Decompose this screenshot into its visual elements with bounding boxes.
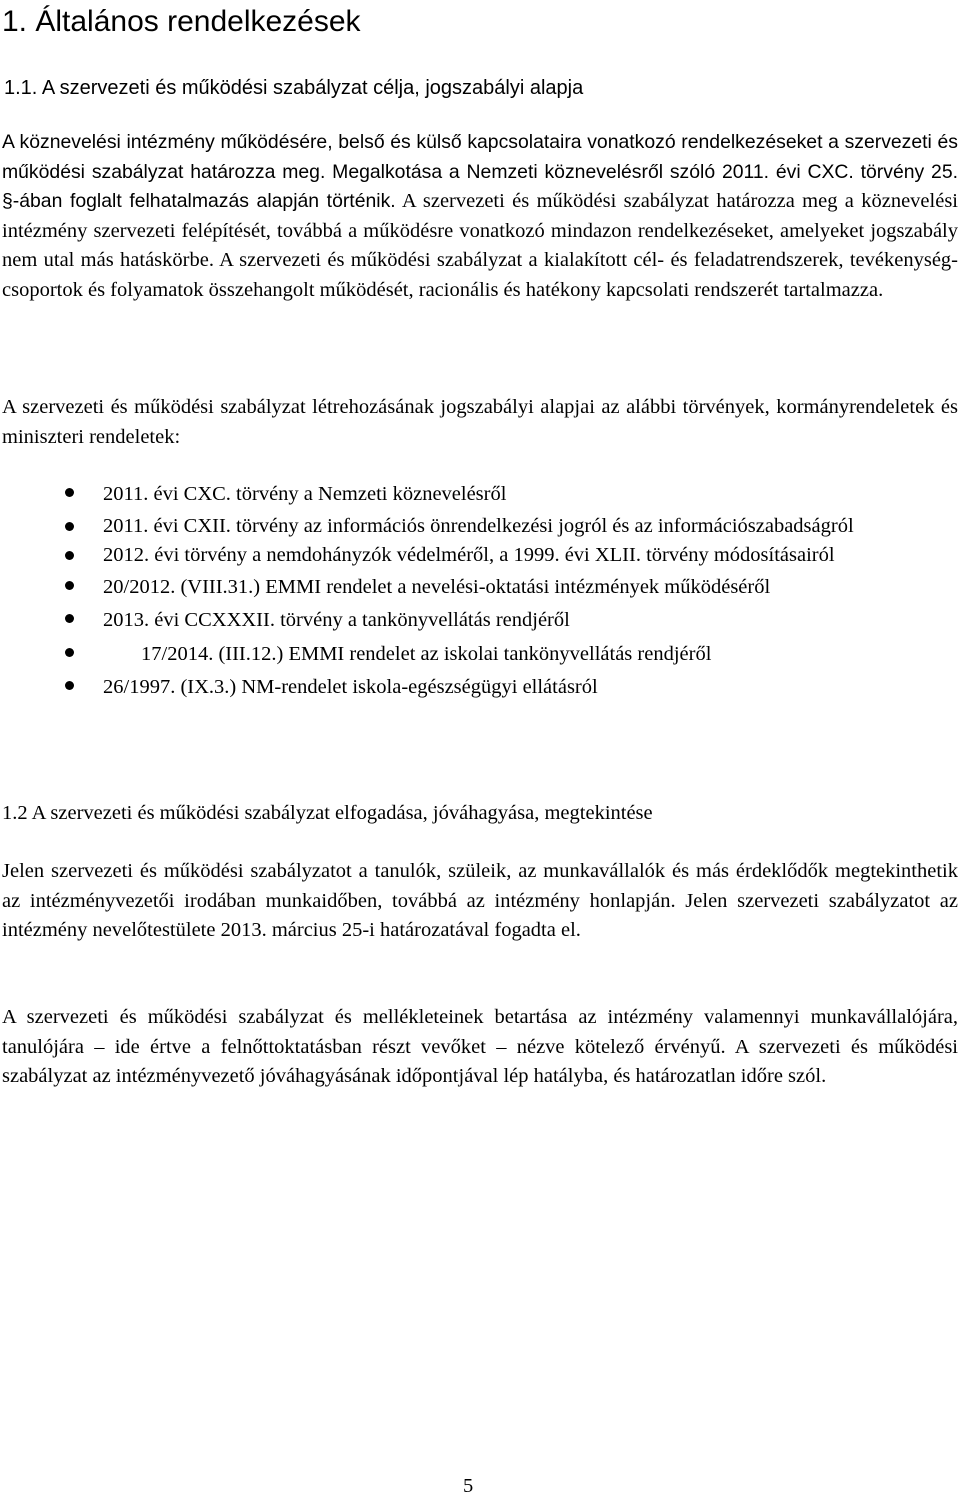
section-heading-1-1: 1.1. A szervezeti és működési szabályzat célja, jogszabályi alapja xyxy=(4,77,584,99)
bullet-icon xyxy=(65,581,74,590)
list-item xyxy=(0,638,960,672)
list-item xyxy=(0,671,960,705)
list-item-text: 17/2014. (III.12.) EMMI rendelet az iskolai tankönyvellátás rendjéről xyxy=(141,642,712,665)
list-item-text: 26/1997. (IX.3.) NM-rendelet iskola-egészségügyi ellátásról xyxy=(103,676,598,698)
list-item-text: 2012. évi törvény a nemdohányzók védelméről, a 1999. évi XLII. törvény módosításairól xyxy=(103,544,835,566)
list-item xyxy=(0,541,960,571)
list-item-text: 2013. évi CCXXXII. törvény a tankönyvellátás rendjéről xyxy=(103,609,570,631)
bullet-icon xyxy=(65,522,74,531)
bullet-icon xyxy=(65,614,74,623)
legal-basis-paragraph: A szervezeti és működési szabályzat létrehozásának jogszabályi alapjai az alábbi törvények, kormányrendeletek és miniszteri rendeletek: xyxy=(2,396,958,448)
bullet-icon xyxy=(65,551,74,560)
intro-paragraph-sans-part: A köznevelési intézmény működésére, belső és külső kapcsolataira vonatkozó rendelkezéseket a szervezeti és működési szabályzat határozza meg. Megalkotása a Nemzeti köznevelésről szóló 2011. évi CXC. törvény 25. §-ában foglalt felhatalmazás alapján történik. xyxy=(2,131,958,212)
list-item-text: 2011. évi CXII. törvény az információs önrendelkezési jogról és az információszabadságról xyxy=(103,514,854,537)
list-item-text: 20/2012. (VIII.31.) EMMI rendelet a nevelési-oktatási intézmények működéséről xyxy=(103,575,771,598)
law-list xyxy=(0,478,960,705)
intro-paragraph-serif-part: A szervezeti és működési szabályzat határozza meg a köznevelési intézmény szervezeti felépítését, továbbá a működésre vonatkozó mindazon rendelkezéseket, amelyeket jogszabály nem utal más hatáskörbe. A szervezeti és működési szabályzat a kialakított cél- és feladatrendszerek, tevékenység-csoportok és folyamatok összehangolt működését, racionális és hatékony kapcsolati rendszerét tartalmazza. xyxy=(2,190,958,301)
list-item xyxy=(0,478,960,512)
page-number: 5 xyxy=(463,1475,474,1497)
bullet-icon xyxy=(65,488,74,497)
validity-paragraph: A szervezeti és működési szabályzat és mellékleteinek betartása az intézmény valamennyi munkavállalójára, tanulójára – ide értve a felnőttoktatásban részt vevőket – nézve kötelező érvényű. A szervezeti és működési szabályzat az intézményvezető jóváhagyásának időpontjával lép hatályba, és határozatlan időre szól. xyxy=(2,1006,958,1087)
list-item xyxy=(0,512,960,542)
bullet-icon xyxy=(65,648,74,657)
section-heading-1-2: 1.2 A szervezeti és működési szabályzat elfogadása, jóváhagyása, megtekintése xyxy=(2,802,653,824)
bullet-icon xyxy=(65,681,74,690)
list-item xyxy=(0,571,960,605)
approval-paragraph: Jelen szervezeti és működési szabályzatot a tanulók, szüleik, az munkavállalók és más érdeklődők megtekinthetik az intézményvezetői irodában munkaidőben, továbbá az intézmény honlapján. Jelen szervezeti szabályzatot az intézmény nevelőtestülete 2013. március 25-i határozatával fogadta el. xyxy=(2,860,958,941)
list-item-text: 2011. évi CXC. törvény a Nemzeti köznevelésről xyxy=(103,483,507,505)
list-item xyxy=(0,604,960,638)
intro-paragraph xyxy=(2,128,958,305)
chapter-heading: 1. Általános rendelkezések xyxy=(2,5,361,38)
